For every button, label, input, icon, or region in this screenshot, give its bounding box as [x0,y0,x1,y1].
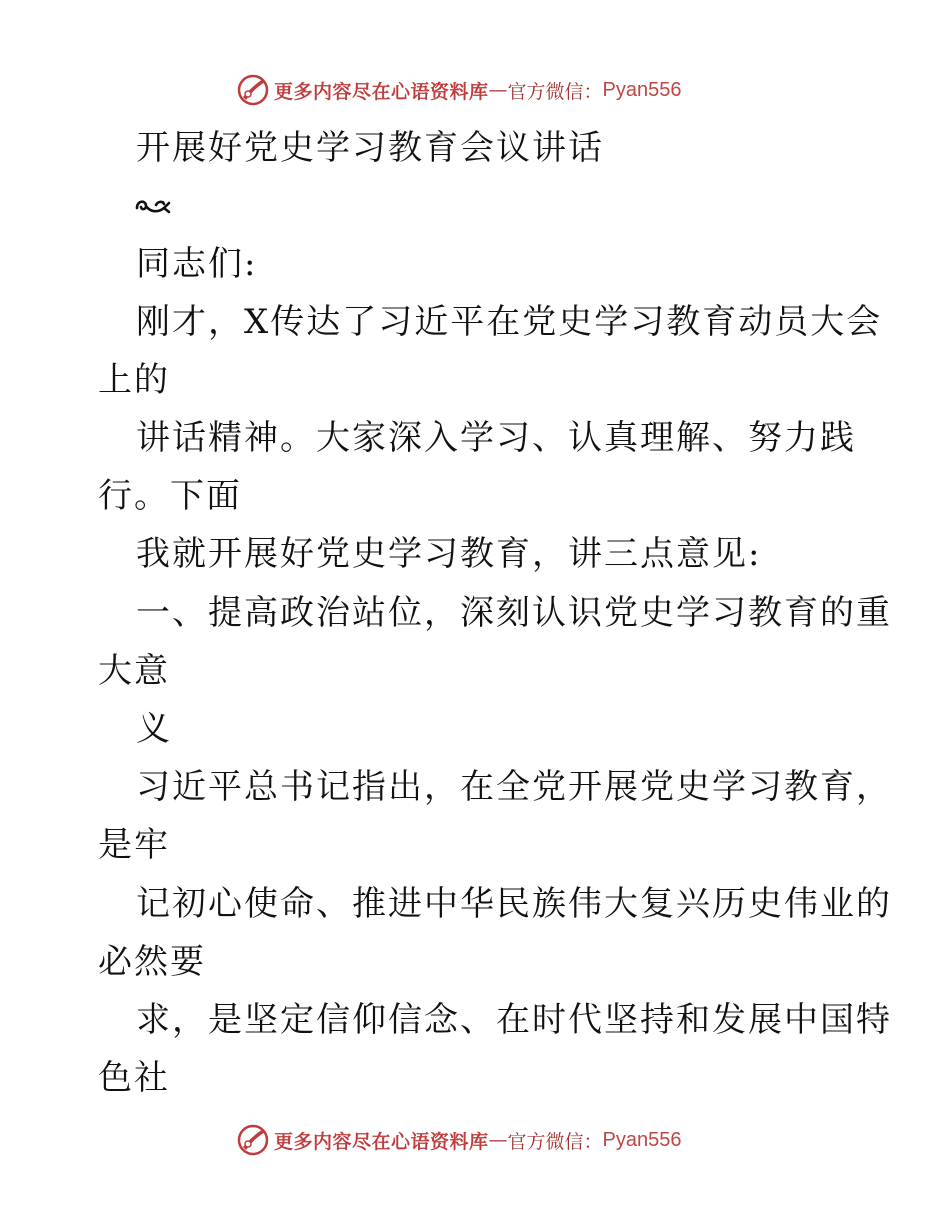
salutation: 同志们: [136,244,258,284]
section-heading-line: 一、提高政治站位，深刻认识党史学习教育的重 [136,593,892,633]
paragraph-line: 求，是坚定信仰信念、在时代坚持和发展中国特 [136,1000,892,1040]
banner-wechat-id: Pyan556 [602,78,682,101]
document-title: 开展好党史学习教育会议讲话 [136,128,604,168]
banner-main-text: 更多内容尽在心语资料库 [274,1130,489,1153]
banner-wechat-id: Pyan556 [602,1128,682,1151]
paragraph-line: 刚才，X传达了习近平在党史学习教育动员大会 [136,302,883,342]
paragraph-line: 讲话精神。大家深入学习、认真理解、努力践 [136,418,856,458]
section-heading-line: 义 [136,709,172,749]
paragraph-line: 我就开展好党史学习教育，讲三点意见: [136,534,762,574]
pen-logo-icon [236,73,270,107]
paragraph-line: 记初心使命、推进中华民族伟大复兴历史伟业的 [136,884,892,924]
banner-separator: — [488,1129,508,1151]
paragraph-line: 行。下面 [98,476,242,516]
banner-main-text: 更多内容尽在心语资料库 [274,80,489,103]
paragraph-line: 是牢 [98,825,170,865]
footer-banner [236,1122,682,1158]
paragraph-line: 必然要 [98,942,206,982]
pen-logo-icon [236,1123,270,1157]
fleuron-ornament-icon [134,196,172,218]
header-banner [236,72,682,108]
paragraph-line: 色社 [98,1058,170,1098]
banner-separator: — [488,79,508,101]
paragraph-line: 上的 [98,360,170,400]
section-heading-line: 大意 [98,651,170,691]
paragraph-line: 习近平总书记指出，在全党开展党史学习教育， [136,767,892,807]
banner-wechat-label: 官方微信： [507,1130,603,1153]
banner-wechat-label: 官方微信： [507,80,603,103]
